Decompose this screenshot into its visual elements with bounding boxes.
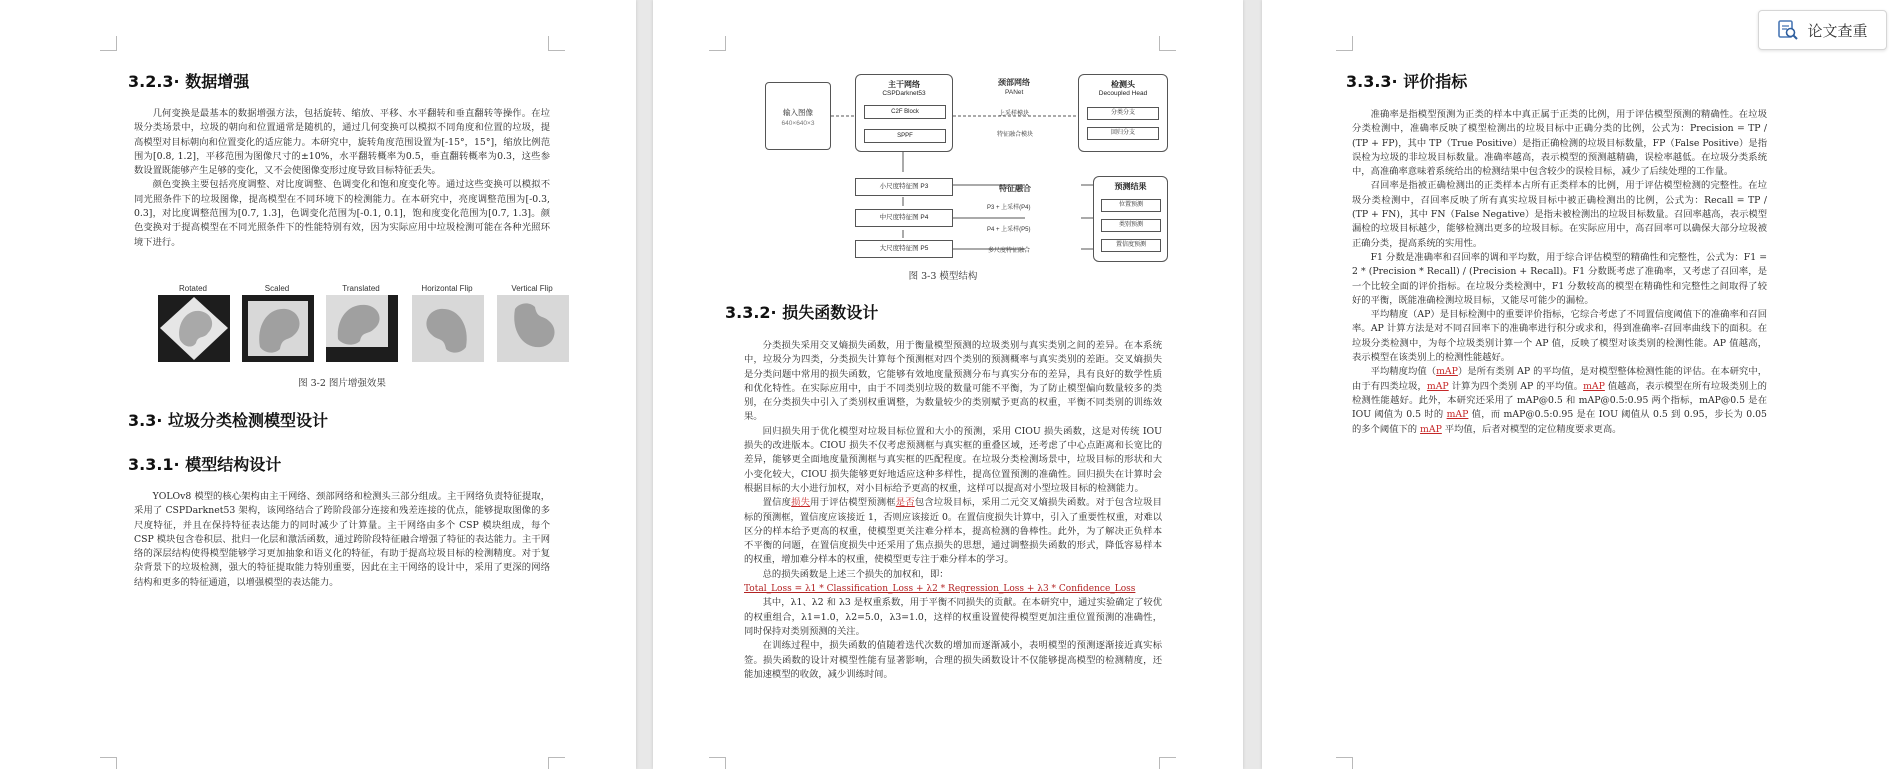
aug-label-horizontal-flip: Horizontal Flip xyxy=(421,284,473,293)
figure-3-3-caption: 图 3-3 模型结构 xyxy=(908,271,978,282)
paragraph xyxy=(744,496,1162,567)
plagiarism-check-label: 论文查重 xyxy=(1807,21,1868,40)
paragraph: 总的损失函数是上述三个损失的加权和，即： xyxy=(762,568,949,580)
aug-image-rotated xyxy=(158,295,230,362)
text-run: 平均值，后者对模型的定位精度要求更高。 xyxy=(1441,423,1622,435)
fusion-title: 特征融合 xyxy=(999,184,1031,193)
head-regression: 回归分支 xyxy=(1087,127,1159,140)
aug-label-vertical-flip: Vertical Flip xyxy=(511,284,553,293)
fusion-multiscale: 多尺度特征融合 xyxy=(988,248,1031,254)
feature-map-p3: 小尺度特征图 P3 xyxy=(855,178,953,196)
neck-upsample: 上采样模块 xyxy=(999,111,1030,117)
aug-image-horizontal-flip xyxy=(412,295,484,362)
text-run: 包含垃圾目标，采用二元交叉熵损失函数。对于包含垃圾目标的预测框，置信度应该接近 1，否则应该接近 0。在置信度损失计算中，引入了重要性权重，对难以区分的样本给予更高的权重，使模型更关注难分样本，提高检测的鲁棒性。此外，为了解决正负样本不平衡的问题，在置信度损失中还采用了焦点损失的思想，通过调整损失函数的形式，降低容易样本的权重，增加难分样本的权重，使模型更专注于难分样本的学习。 xyxy=(744,497,1162,566)
spell-flag: mAP xyxy=(1446,409,1469,421)
neck-title: 颈部网络 xyxy=(998,78,1030,87)
paragraph: 几何变换是最基本的数据增强方法，包括旋转、缩放、平移、水平翻转和垂直翻转等操作。在垃圾分类场景中，垃圾的朝向和位置通常是随机的，通过几何变换可以模拟不同角度和位置的垃圾，提高模型对目标朝向和位置变化的适应能力。本研究中，旋转角度范围设置为[-15°，15°]，缩放比例范围为[0.8, 1.2]，平移范围为图像尺寸的±10%，水平翻转概率为0.5，垂直翻转概率为0.3，这些参数设置既能够产生足够的变化，又不会使图像变形过度导致目标特征丢失。 xyxy=(134,108,550,177)
aug-image-scaled xyxy=(242,295,314,362)
feature-map-p4: 中尺度特征图 P4 xyxy=(855,209,953,227)
prediction-box xyxy=(1093,176,1168,262)
text-run: 计算为四个类别 AP 的平均值。 xyxy=(1448,380,1584,392)
crop-mark xyxy=(548,757,565,769)
backbone-sub: CSPDarknet53 xyxy=(882,90,926,97)
section-3-3-1-text xyxy=(134,490,550,590)
spell-flag: mAP xyxy=(1426,380,1449,392)
aug-image-translated xyxy=(326,295,398,362)
section-3-2-3-text xyxy=(134,107,550,250)
figure-3-2-caption: 图 3-2 图片增强效果 xyxy=(298,378,386,389)
input-size: 640×640×3 xyxy=(781,120,815,127)
crop-mark xyxy=(1336,36,1353,51)
heading-3-3: 3.3· 垃圾分类检测模型设计 xyxy=(128,411,328,430)
text-run: ）是所有类别 AP 的平均值，是对模型整体检测性能的评估。在本研究中，由于有四类垃圾， xyxy=(1352,366,1767,392)
crop-mark xyxy=(709,757,726,769)
crop-mark xyxy=(1159,757,1176,769)
text-run: 置信度 xyxy=(762,497,792,509)
section-3-3-3-text xyxy=(1352,108,1767,437)
text-run: 值越高，表示模型在所有垃圾类别上的检测性能越好。此外，本研究还采用了 mAP@0.5 和 mAP@0.5:0.95 两个指标，mAP@0.5 是在 IOU 阈值为 0.5 时的 xyxy=(1352,380,1767,421)
heading-3-3-3: 3.3.3· 评价指标 xyxy=(1346,72,1468,91)
paragraph: F1 分数是准确率和召回率的调和平均数，用于综合评估模型的精确性和完整性，公式为：F1 = 2 * (Precision * Recall) / (Precision + Recall)。F1 分数既考虑了准确率，又考虑了召回率，是一个比较全面的评价指标。在垃圾分类检测中，F1 分数较高的模型在精确性和完整性之间取得了较好的平衡，既能准确检测垃圾目标，又能尽可能少的漏检。 xyxy=(1352,251,1767,306)
heading-3-2-3: 3.2.3· 数据增强 xyxy=(128,72,250,91)
spell-flag: mAP xyxy=(1583,380,1605,392)
heading-3-3-1: 3.3.1· 模型结构设计 xyxy=(128,455,282,474)
paragraph: 其中，λ1、λ2 和 λ3 是权重系数，用于平衡不同损失的贡献。在本研究中，通过实验确定了较优的权重组合，λ1=1.0，λ2=5.0，λ3=1.0，这样的权重设置使得模型更加注重位置预测的准确性，同时保持对类别预测的关注。 xyxy=(744,597,1162,637)
sppf-block: SPPF xyxy=(864,129,946,143)
crop-mark xyxy=(1336,757,1353,769)
backbone-title: 主干网络 xyxy=(888,80,920,89)
aug-image-vertical-flip xyxy=(497,295,569,362)
neck-sub: PANet xyxy=(1005,89,1024,96)
head-title: 检测头 xyxy=(1111,80,1135,89)
aug-label-rotated: Rotated xyxy=(178,284,208,293)
crop-mark xyxy=(548,36,565,51)
pred-location: 位置预测 xyxy=(1101,199,1161,212)
paragraph: 在训练过程中，损失函数的值随着迭代次数的增加而逐渐减小，表明模型的预测逐渐接近真实标签。损失函数的设计对模型性能有显著影响，合理的损失函数设计不仅能够提高模型的检测精度，还能加速模型的收敛，减少训练时间。 xyxy=(744,640,1162,680)
text-run: 值，而 mAP@0.5:0.95 是在 IOU 阈值从 0.5 到 0.95，步长为 0.05 的多个阈值下的 xyxy=(1352,409,1767,435)
aug-label-scaled: Scaled xyxy=(264,284,290,293)
spell-flag: 损失 xyxy=(791,497,811,509)
pred-confidence: 置信度预测 xyxy=(1101,239,1161,252)
pred-class: 类别预测 xyxy=(1101,219,1161,232)
spell-flag: 是否 xyxy=(895,497,915,509)
paragraph: 分类损失采用交叉熵损失函数，用于衡量模型预测的垃圾类别与真实类别之间的差异。在本系统中，垃圾分为四类，分类损失计算每个预测框对四个类别的预测概率与真实类别的差距。交叉熵损失是分类问题中常用的损失函数，它能够有效地度量预测分布与真实分布的差异，具有良好的数学性质和优化特性。在实际应用中，由于不同类别垃圾的数量可能不平衡，为了防止模型偏向数量较多的类别，在分类损失中引入了类别权重调整，为数量较少的类别赋予更高的权重，平衡不同类别的训练效果。 xyxy=(744,340,1162,423)
feature-map-p5: 大尺度特征图 P5 xyxy=(855,240,953,258)
magnifier-document-icon xyxy=(1777,19,1799,41)
paragraph xyxy=(1352,365,1767,436)
detect-head-box xyxy=(1078,74,1168,152)
paragraph: 召回率是指被正确检测出的正类样本占所有正类样本的比例，用于评估模型检测的完整性。在垃圾分类检测中，召回率反映了所有真实垃圾目标中被正确检测出的比例，公式为：Recall = TP / (TP + FN)，其中 FN（False Negative）是指未被检测出的垃圾目标数量。召回率越高，表示模型漏检的垃圾目标越少，能够检测出更多的垃圾目标。在实际应用中，高召回率可以确保大部分垃圾被正确分类，提高系统的实用性。 xyxy=(1352,180,1767,249)
section-3-3-2-text xyxy=(744,339,1162,682)
backbone-box xyxy=(855,74,953,152)
input-image-box xyxy=(765,82,831,150)
c2f-block: C2F Block xyxy=(864,105,946,119)
aug-label-translated: Translated xyxy=(342,284,380,293)
document-page-1 xyxy=(0,0,636,769)
paragraph: 颜色变换主要包括亮度调整、对比度调整、色调变化和饱和度变化等。通过这些变换可以模拟不同光照条件下的垃圾图像，提高模型在不同环境下的检测能力。在本研究中，亮度调整范围为[-0.3, 0.3]，对比度调整范围为[0.7, 1.3]，色调变化范围为[-0.1, 0.1]，饱和度变化范围为[0.7, 1.3]。颜色变换对于提高模型在不同光照条件下的性能特别有效，因为实际应用中垃圾检测可能在各种光照环境下进行。 xyxy=(134,179,550,248)
paragraph: YOLOv8 模型的核心架构由主干网络、颈部网络和检测头三部分组成。主干网络负责特征提取，采用了 CSPDarknet53 架构，该网络结合了跨阶段部分连接和残差连接的优点，能够提取图像的多尺度特征，并且在保持特征表达能力的同时减少了计算量。主干网络由多个 CSP 模块组成，每个 CSP 模块包含卷积层、批归一化层和激活函数，通过跨阶段特征融合增强了特征的表达能力。主干网络的深层结构使得模型能够学习更加抽象和语义化的特征，有助于提高垃圾目标的检测精度。对于复杂背景下的垃圾检测，强大的特征提取能力特别重要，因此在主干网络的设计中，采用了更深的网络结构和更多的特征通道，以增强模型的表达能力。 xyxy=(134,491,550,588)
crop-mark xyxy=(100,36,117,51)
text-run: 平均精度均值（ xyxy=(1370,366,1437,378)
prediction-title: 预测结果 xyxy=(1114,182,1147,191)
plagiarism-check-button[interactable] xyxy=(1758,10,1887,50)
model-structure-diagram xyxy=(653,0,1243,280)
head-sub: Decoupled Head xyxy=(1098,90,1148,97)
text-run: 用于评估模型预测框 xyxy=(810,497,896,509)
input-title: 输入图像 xyxy=(783,108,813,117)
fusion-p3-p4: P3 + 上采样(P4) xyxy=(987,205,1031,211)
paragraph: 准确率是指模型预测为正类的样本中真正属于正类的比例，用于评估模型预测的精确性。在垃圾分类检测中，准确率反映了模型检测出的垃圾目标中正确分类的比例，公式为：Precision = TP / (TP + FP)，其中 TP（True Positive）是指正确检测的垃圾目标数量，FP（False Positive）是指误检为垃圾的非垃圾目标数量。准确率越高，表示模型的预测越精确，误检率越低。在垃圾分类系统中，高准确率意味着系统给出的检测结果中包含较少的误检目标，减少了后续处理的工作量。 xyxy=(1352,109,1767,178)
fusion-p4-p5: P4 + 上采样(P5) xyxy=(987,227,1031,233)
loss-formula: Total_Loss = λ1 * Classification_Loss + λ2 * Regression_Loss + λ3 * Confidence_Loss xyxy=(744,584,1136,595)
neck-fusion: 特征融合模块 xyxy=(997,132,1034,138)
document-page-3 xyxy=(1262,0,1899,769)
head-classification: 分类分支 xyxy=(1087,107,1159,120)
spell-flag: mAP xyxy=(1436,366,1458,378)
heading-3-3-2: 3.3.2· 损失函数设计 xyxy=(725,303,879,322)
crop-mark xyxy=(100,757,117,769)
paragraph: 回归损失用于优化模型对垃圾目标位置和大小的预测，采用 CIOU 损失函数，这是对传统 IOU 损失的改进版本。CIOU 损失不仅考虑预测框与真实框的重叠区域，还考虑了中心点距离和长宽比的差异，能够更全面地度量预测框与真实框的匹配程度。在垃圾分类检测场景中，垃圾目标的形状和大小变化较大，CIOU 损失能够更好地适应这种多样性，提高位置预测的准确性。回归损失在计算时会根据目标的大小进行加权，对小目标给予更高的权重，这样可以提高对小型垃圾目标的检测能力。 xyxy=(744,425,1162,494)
document-page-2 xyxy=(653,0,1243,769)
paragraph: 平均精度（AP）是目标检测中的重要评价指标，它综合考虑了不同置信度阈值下的准确率和召回率。AP 计算方法是对不同召回率下的准确率进行积分或求和，得到准确率-召回率曲线下的面积。在垃圾分类检测中，为每个垃圾类别计算一个 AP 值，反映了模型对该类别的检测性能。AP 值越高，表示模型在该类别上的检测性能越好。 xyxy=(1352,309,1767,364)
spell-flag: mAP xyxy=(1420,423,1442,435)
